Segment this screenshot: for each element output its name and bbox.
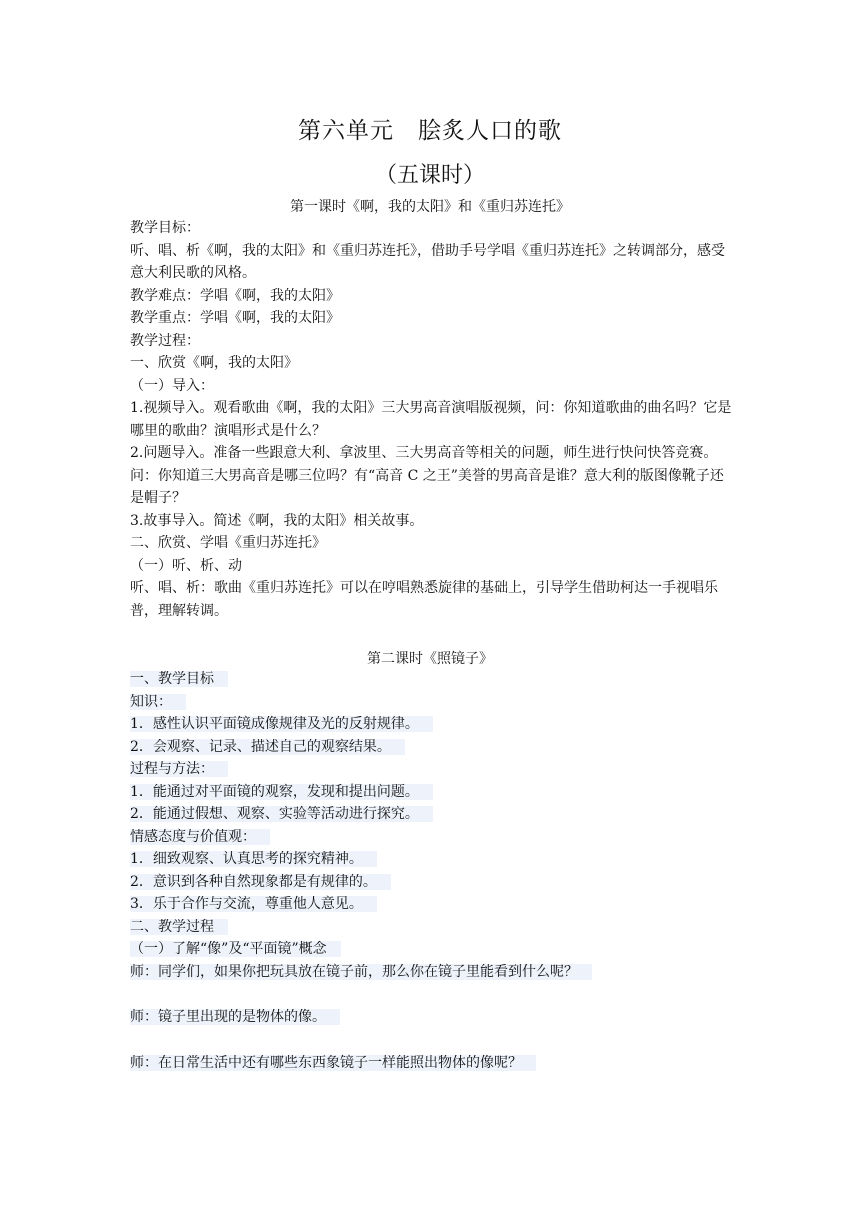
paragraph: 师：同学们，如果你把玩具放在镜子前，那么你在镜子里能看到什么呢？ [130, 964, 592, 980]
unit-title: 第六单元 脍炙人口的歌 [298, 118, 562, 144]
paragraph: 2．能通过假想、观察、实验等活动进行探究。 [130, 806, 433, 822]
unit-subtitle: （五课时） [374, 163, 485, 188]
paragraph: （一）导入： [130, 377, 214, 394]
paragraph: 听、唱、析：歌曲《重归苏连托》可以在哼唱熟悉旋律的基础上，引导学生借助柯达一手视唱乐普，理解转调。 [130, 580, 718, 619]
paragraph: 3.故事导入。简述《啊，我的太阳》相关故事。 [130, 512, 424, 529]
lesson2-body [130, 668, 732, 1074]
paragraph: 教学难点：学唱《啊，我的太阳》 [130, 287, 340, 304]
paragraph: 1．感性认识平面镜成像规律及光的反射规律。 [130, 716, 433, 732]
paragraph: 情感态度与价值观： [130, 829, 270, 845]
paragraph: 二、教学过程 [130, 919, 228, 935]
lesson1-heading: 第一课时《啊，我的太阳》和《重归苏连托》 [290, 199, 570, 215]
paragraph: 1．能通过对平面镜的观察，发现和提出问题。 [130, 784, 433, 800]
lesson1-body [130, 217, 732, 622]
paragraph: （一）听、析、动 [130, 557, 242, 574]
paragraph: 知识： [130, 694, 186, 710]
paragraph: 2.问题导入。准备一些跟意大利、拿波里、三大男高音等相关的问题，师生进行快问快答竞赛。问：你知道三大男高音是哪三位吗？有“高音 C 之王”美誉的男高音是谁？意大利的版图像靴子还是帽子？ [130, 445, 724, 506]
paragraph: 2．会观察、记录、描述自己的观察结果。 [130, 739, 405, 755]
paragraph: 听、唱、析《啊，我的太阳》和《重归苏连托》，借助手号学唱《重归苏连托》之转调部分，感受意大利民歌的风格。 [130, 242, 725, 281]
paragraph: 1.视频导入。观看歌曲《啊，我的太阳》三大男高音演唱版视频，问：你知道歌曲的曲名吗？它是哪里的歌曲？演唱形式是什么？ [130, 400, 732, 439]
paragraph: 师：镜子里出现的是物体的像。 [130, 1009, 340, 1025]
lesson2-heading: 第二课时《照镜子》 [367, 651, 493, 667]
paragraph: 2．意识到各种自然现象都是有规律的。 [130, 874, 391, 890]
paragraph: 一、教学目标 [130, 671, 228, 687]
paragraph: 教学目标： [130, 220, 200, 236]
paragraph: （一）了解“像”及“平面镜”概念 [130, 941, 341, 957]
paragraph: 一、欣赏《啊，我的太阳》 [130, 355, 298, 371]
paragraph: 1．细致观察、认真思考的探究精神。 [130, 851, 377, 867]
paragraph: 师：在日常生活中还有哪些东西象镜子一样能照出物体的像呢？ [130, 1055, 536, 1071]
paragraph: 3．乐于合作与交流，尊重他人意见。 [130, 896, 377, 912]
paragraph: 教学过程： [130, 332, 200, 349]
paragraph: 过程与方法： [130, 761, 228, 777]
paragraph: 教学重点：学唱《啊，我的太阳》 [130, 310, 340, 326]
paragraph: 二、欣赏、学唱《重归苏连托》 [130, 535, 326, 551]
